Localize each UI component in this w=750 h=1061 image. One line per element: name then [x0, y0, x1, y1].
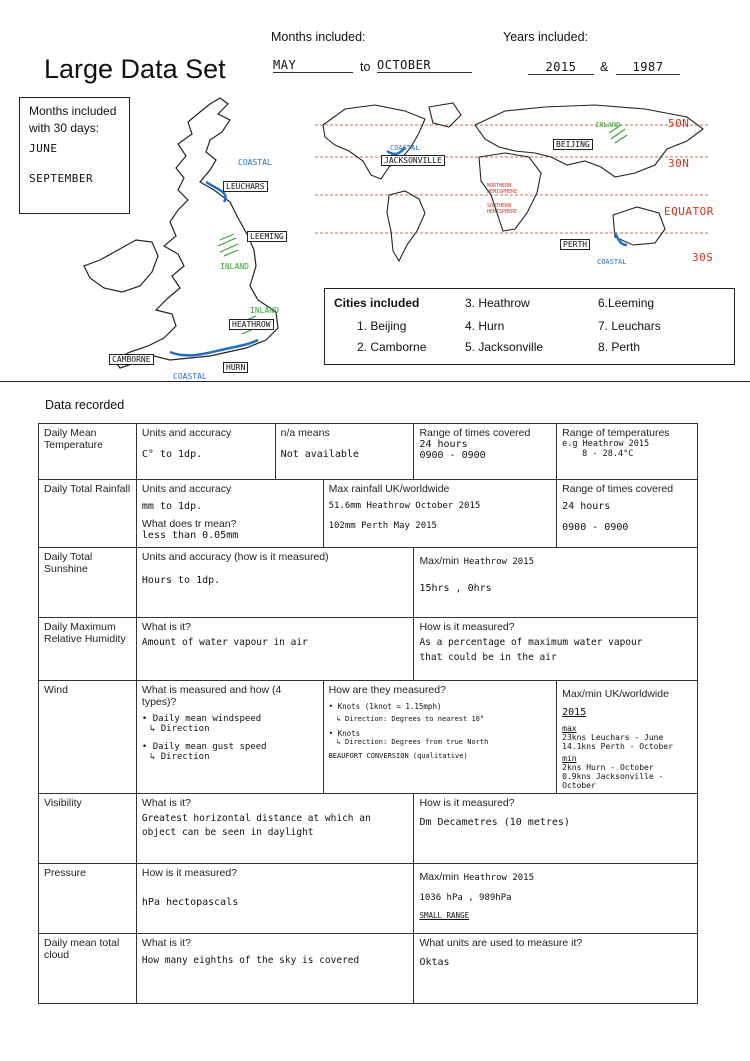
cell-value: min	[562, 754, 577, 763]
cities-box	[324, 288, 735, 365]
leuchars-label: LEUCHARS	[223, 181, 268, 192]
cell-label: Max/min UK/worldwide	[562, 688, 669, 700]
cell-label: What is it?	[141, 937, 191, 949]
cell-value: ↳ Direction: Degrees from true North	[336, 738, 489, 746]
rain-range-cell	[557, 480, 698, 548]
cell-value: 0900 - 0900	[419, 450, 486, 461]
cell-label: Units and accuracy	[141, 483, 232, 495]
row-name: Pressure	[39, 864, 137, 934]
row-cloud	[39, 934, 698, 1004]
cell-value: object can be seen in daylight	[141, 827, 314, 838]
cell-value: 102mm Perth May 2015	[328, 521, 437, 531]
cell-value: 0.9kns Jacksonville - October	[562, 772, 664, 790]
world-coastal-label: COASTAL	[390, 144, 420, 152]
city-8: 8. Perth	[598, 340, 641, 354]
cell-value: Heathrow 2015	[463, 873, 535, 883]
wind-how-cell	[323, 681, 557, 794]
beijing-label: BEIJING	[553, 139, 593, 150]
cell-label: Max/min	[419, 555, 460, 567]
heathrow-label: HEATHROW	[229, 319, 274, 330]
cell-value: mm to 1dp.	[141, 501, 203, 512]
ampersand: &	[600, 60, 609, 74]
months-30-label-1: Months included	[29, 104, 117, 118]
camborne-label: CAMBORNE	[109, 354, 154, 365]
cell-value: Greatest horizontal distance at which an	[141, 813, 371, 824]
cell-label: Range of times covered	[419, 427, 531, 439]
vis-what-cell	[136, 794, 414, 864]
row-visibility	[39, 794, 698, 864]
rain-max-cell	[323, 480, 557, 548]
cloud-what-cell	[136, 934, 414, 1004]
cell-value: Heathrow 2015	[463, 557, 535, 567]
row-pressure	[39, 864, 698, 934]
leeming-label: LEEMING	[247, 231, 287, 242]
wind-what-cell	[136, 681, 323, 794]
city-4: 4. Hurn	[465, 319, 505, 333]
cloud-units-cell	[414, 934, 698, 1004]
data-recorded-table	[38, 423, 698, 1004]
cell-value: 51.6mm Heathrow October 2015	[328, 501, 481, 511]
equator-label: EQUATOR	[664, 205, 714, 218]
cell-label: What is it?	[141, 621, 191, 633]
to-label: to	[360, 60, 371, 74]
southern-hemisphere-label: SOUTHERN HEMISPHERE	[487, 203, 518, 215]
cell-label: n/a means	[280, 427, 330, 439]
cell-label: What does tr mean?	[141, 518, 237, 530]
row-rainfall	[39, 480, 698, 548]
city-7: 7. Leuchars	[598, 319, 661, 333]
cell-value: BEAUFORT CONVERSION (qualitative)	[328, 752, 468, 760]
data-recorded-heading: Data recorded	[45, 398, 125, 412]
month-june: JUNE	[29, 142, 58, 155]
uk-coastal-top-label: COASTAL	[238, 158, 272, 167]
cell-value: How many eighths of the sky is covered	[141, 955, 360, 966]
press-how-cell	[136, 864, 414, 934]
press-max-cell	[414, 864, 698, 934]
row-name: Visibility	[39, 794, 137, 864]
lat-30s-label: 30S	[692, 251, 714, 264]
row-name: Daily Mean Temperature	[39, 424, 137, 480]
sun-max-cell	[414, 548, 698, 618]
cell-value: ↳ Direction: Degrees to nearest 10°	[336, 715, 485, 723]
cell-value: • Knots (1knot = 1.15mph)	[328, 702, 442, 711]
cell-value: 8 - 28.4°C	[582, 449, 634, 459]
temp-units-cell	[136, 424, 275, 480]
temp-na-cell	[275, 424, 414, 480]
cell-value: 2kns Hurn - October	[562, 763, 654, 772]
northern-hemisphere-label: NORTHERN HEMISPHERE	[487, 183, 518, 195]
wind-max-cell	[557, 681, 698, 794]
cell-value: 2015	[562, 707, 587, 718]
cell-value: • Daily mean windspeed	[141, 714, 262, 724]
rain-units-cell	[136, 480, 323, 548]
cell-label: Range of times covered	[562, 483, 674, 495]
row-name: Daily Maximum Relative Humidity	[39, 618, 137, 681]
row-name: Daily mean total cloud	[39, 934, 137, 1004]
cell-label: What is measured and how (4 types)?	[141, 684, 282, 708]
months-30-label-2: with 30 days:	[29, 121, 100, 135]
city-2: 2. Camborne	[357, 340, 427, 354]
cell-value: max	[562, 724, 577, 733]
cell-value: Not available	[280, 449, 359, 460]
cell-label: Max/min	[419, 871, 460, 883]
cell-label: Range of temperatures	[562, 427, 670, 439]
uk-coastal-bottom-label: COASTAL	[173, 372, 207, 381]
row-temperature	[39, 424, 698, 480]
cell-value: 23kns Leuchars - June	[562, 733, 664, 742]
cell-value: ↳ Direction	[149, 752, 210, 762]
cell-value: 0900 - 0900	[562, 522, 629, 533]
cell-value: Hours to 1dp.	[141, 575, 221, 586]
perth-label: PERTH	[560, 239, 590, 250]
city-3: 3. Heathrow	[465, 296, 530, 310]
cell-value: 24 hours	[419, 439, 468, 450]
cell-value: SMALL RANGE	[419, 911, 470, 920]
section-divider	[0, 381, 750, 382]
cell-label: Units and accuracy (how is it measured)	[141, 551, 329, 563]
temp-range-cell	[414, 424, 557, 480]
row-name: Wind	[39, 681, 137, 794]
cell-value: ↳ Direction	[149, 724, 210, 734]
cell-label: How is it measured?	[419, 797, 515, 809]
cell-value: 24 hours	[562, 501, 611, 512]
sun-units-cell	[136, 548, 414, 618]
vis-how-cell	[414, 794, 698, 864]
page-title: Large Data Set	[44, 54, 226, 84]
year1-value: 2015	[528, 60, 594, 75]
row-name: Daily Total Sunshine	[39, 548, 137, 618]
city-5: 5. Jacksonville	[465, 340, 544, 354]
cell-value: less than 0.05mm	[141, 530, 239, 541]
cell-value: that could be in the air	[419, 652, 557, 663]
month-september: SEPTEMBER	[29, 172, 94, 185]
year2-value: 1987	[616, 60, 680, 75]
cell-label: What units are used to measure it?	[419, 937, 583, 949]
row-humidity	[39, 618, 698, 681]
hurn-label: HURN	[223, 362, 248, 373]
cell-value: Dm Decametres (10 metres)	[419, 817, 570, 828]
temp-temps-cell	[557, 424, 698, 480]
months-included-label: Months included:	[271, 30, 366, 44]
cell-label: What is it?	[141, 797, 191, 809]
cell-value: C° to 1dp.	[141, 449, 203, 460]
jacksonville-label: JACKSONVILLE	[381, 155, 445, 166]
years-included-label: Years included:	[503, 30, 589, 44]
row-wind	[39, 681, 698, 794]
world-inland-label: INLAND	[595, 121, 621, 129]
lat-30n-label: 30N	[668, 157, 690, 170]
cell-value: • Daily mean gust speed	[141, 742, 267, 752]
month-to-value: OCTOBER	[377, 58, 472, 73]
cell-value: e.g Heathrow 2015	[562, 439, 650, 449]
cities-heading: Cities included	[334, 296, 420, 310]
hum-how-cell	[414, 618, 698, 681]
cell-label: How is it measured?	[141, 867, 238, 879]
city-6: 6.Leeming	[598, 296, 655, 310]
cell-value: As a percentage of maximum water vapour	[419, 637, 643, 648]
city-1: 1. Beijing	[357, 319, 407, 333]
cell-value: Amount of water vapour in air	[141, 637, 308, 648]
cell-label: Max rainfall UK/worldwide	[328, 483, 450, 495]
cell-label: Units and accuracy	[141, 427, 232, 439]
month-from-value: MAY	[273, 58, 353, 73]
cell-value: 1036 hPa , 989hPa	[419, 893, 512, 903]
row-sunshine	[39, 548, 698, 618]
hum-what-cell	[136, 618, 414, 681]
cell-value: • Knots	[328, 729, 361, 738]
cell-value: 15hrs , 0hrs	[419, 583, 492, 594]
cell-value: hPa hectopascals	[141, 897, 239, 908]
row-name: Daily Total Rainfall	[39, 480, 137, 548]
cell-value: Oktas	[419, 957, 450, 968]
uk-inland-mid-label: INLAND	[220, 262, 249, 271]
cell-value: 14.1kns Perth - October	[562, 742, 673, 751]
lat-50n-label: 50N	[668, 117, 690, 130]
uk-inland-low-label: INLAND	[250, 306, 279, 315]
cell-label: How is it measured?	[419, 621, 515, 633]
world-coastal-perth-label: COASTAL	[597, 258, 627, 266]
cell-label: How are they measured?	[328, 684, 446, 696]
